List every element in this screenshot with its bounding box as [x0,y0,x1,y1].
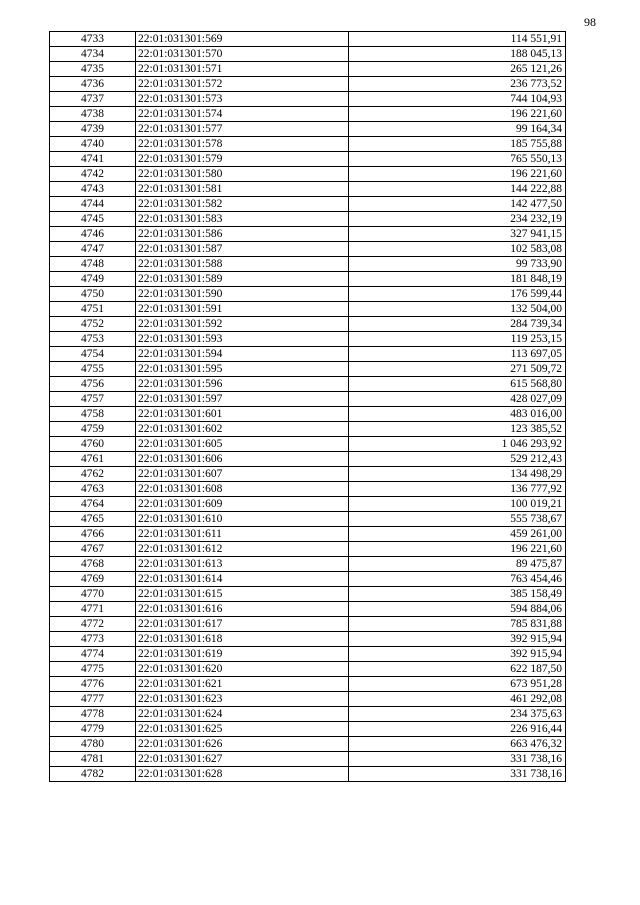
table-row [50,647,566,662]
table-row [50,257,566,272]
cadastral-number-cell: 22:01:031301:619 [136,647,349,662]
table-row [50,302,566,317]
value-cell: 123 385,52 [349,422,566,437]
value-cell: 236 773,52 [349,77,566,92]
cadastral-number-cell: 22:01:031301:608 [136,482,349,497]
value-cell: 461 292,08 [349,692,566,707]
value-cell: 428 027,09 [349,392,566,407]
cadastral-number-cell: 22:01:031301:570 [136,47,349,62]
cadastral-number-cell: 22:01:031301:611 [136,527,349,542]
table-row [50,542,566,557]
table-row [50,752,566,767]
table-row [50,557,566,572]
value-cell: 144 222,88 [349,182,566,197]
table-row [50,332,566,347]
value-cell: 385 158,49 [349,587,566,602]
row-number-cell: 4782 [50,767,136,782]
cadastral-number-cell: 22:01:031301:589 [136,272,349,287]
row-number-cell: 4750 [50,287,136,302]
row-number-cell: 4756 [50,377,136,392]
table-row [50,242,566,257]
row-number-cell: 4769 [50,572,136,587]
row-number-cell: 4741 [50,152,136,167]
cadastral-number-cell: 22:01:031301:601 [136,407,349,422]
value-cell: 483 016,00 [349,407,566,422]
value-cell: 185 755,88 [349,137,566,152]
value-cell: 196 221,60 [349,107,566,122]
value-cell: 99 733,90 [349,257,566,272]
value-cell: 234 232,19 [349,212,566,227]
row-number-cell: 4759 [50,422,136,437]
table-row [50,107,566,122]
value-cell: 89 475,87 [349,557,566,572]
cadastral-number-cell: 22:01:031301:616 [136,602,349,617]
value-cell: 594 884,06 [349,602,566,617]
cadastral-number-cell: 22:01:031301:578 [136,137,349,152]
table-row [50,512,566,527]
row-number-cell: 4765 [50,512,136,527]
cadastral-number-cell: 22:01:031301:588 [136,257,349,272]
value-cell: 663 476,32 [349,737,566,752]
row-number-cell: 4757 [50,392,136,407]
value-cell: 331 738,16 [349,767,566,782]
table-row [50,632,566,647]
table-row [50,392,566,407]
value-cell: 392 915,94 [349,632,566,647]
value-cell: 234 375,63 [349,707,566,722]
row-number-cell: 4751 [50,302,136,317]
cadastral-number-cell: 22:01:031301:580 [136,167,349,182]
table-row [50,362,566,377]
value-cell: 136 777,92 [349,482,566,497]
value-cell: 196 221,60 [349,167,566,182]
cadastral-number-cell: 22:01:031301:620 [136,662,349,677]
cadastral-number-cell: 22:01:031301:569 [136,32,349,47]
table-row [50,662,566,677]
cadastral-number-cell: 22:01:031301:625 [136,722,349,737]
cadastral-number-cell: 22:01:031301:596 [136,377,349,392]
row-number-cell: 4761 [50,452,136,467]
table-row [50,182,566,197]
table-row [50,572,566,587]
cadastral-number-cell: 22:01:031301:582 [136,197,349,212]
cadastral-number-cell: 22:01:031301:610 [136,512,349,527]
row-number-cell: 4737 [50,92,136,107]
value-cell: 114 551,91 [349,32,566,47]
row-number-cell: 4743 [50,182,136,197]
cadastral-number-cell: 22:01:031301:572 [136,77,349,92]
cadastral-number-cell: 22:01:031301:614 [136,572,349,587]
cadastral-number-cell: 22:01:031301:602 [136,422,349,437]
row-number-cell: 4734 [50,47,136,62]
table-row [50,152,566,167]
cadastral-number-cell: 22:01:031301:624 [136,707,349,722]
cadastral-number-cell: 22:01:031301:597 [136,392,349,407]
value-cell: 113 697,05 [349,347,566,362]
table-row [50,227,566,242]
row-number-cell: 4744 [50,197,136,212]
row-number-cell: 4758 [50,407,136,422]
table-row [50,317,566,332]
table-row [50,497,566,512]
cadastral-number-cell: 22:01:031301:612 [136,542,349,557]
value-cell: 785 831,88 [349,617,566,632]
value-cell: 331 738,16 [349,752,566,767]
row-number-cell: 4735 [50,62,136,77]
row-number-cell: 4760 [50,437,136,452]
row-number-cell: 4781 [50,752,136,767]
row-number-cell: 4779 [50,722,136,737]
row-number-cell: 4764 [50,497,136,512]
row-number-cell: 4766 [50,527,136,542]
cadastral-number-cell: 22:01:031301:583 [136,212,349,227]
table-row [50,602,566,617]
row-number-cell: 4778 [50,707,136,722]
cadastral-number-cell: 22:01:031301:623 [136,692,349,707]
cadastral-number-cell: 22:01:031301:581 [136,182,349,197]
cadastral-number-cell: 22:01:031301:574 [136,107,349,122]
row-number-cell: 4740 [50,137,136,152]
table-row [50,122,566,137]
cadastral-number-cell: 22:01:031301:571 [136,62,349,77]
table-row [50,272,566,287]
row-number-cell: 4776 [50,677,136,692]
cadastral-number-cell: 22:01:031301:605 [136,437,349,452]
row-number-cell: 4768 [50,557,136,572]
cadastral-number-cell: 22:01:031301:606 [136,452,349,467]
row-number-cell: 4775 [50,662,136,677]
table-row [50,77,566,92]
value-cell: 134 498,29 [349,467,566,482]
row-number-cell: 4745 [50,212,136,227]
cadastral-number-cell: 22:01:031301:593 [136,332,349,347]
row-number-cell: 4763 [50,482,136,497]
cadastral-number-cell: 22:01:031301:613 [136,557,349,572]
row-number-cell: 4736 [50,77,136,92]
table-row [50,482,566,497]
table-row [50,197,566,212]
table-row [50,527,566,542]
cadastral-number-cell: 22:01:031301:579 [136,152,349,167]
table-row [50,737,566,752]
row-number-cell: 4742 [50,167,136,182]
table-row [50,47,566,62]
table-row [50,692,566,707]
value-cell: 99 164,34 [349,122,566,137]
value-cell: 327 941,15 [349,227,566,242]
value-cell: 100 019,21 [349,497,566,512]
value-cell: 181 848,19 [349,272,566,287]
table-row [50,137,566,152]
table-row [50,62,566,77]
cadastral-number-cell: 22:01:031301:627 [136,752,349,767]
value-cell: 119 253,15 [349,332,566,347]
table-row [50,167,566,182]
table-row [50,617,566,632]
value-cell: 615 568,80 [349,377,566,392]
cadastral-number-cell: 22:01:031301:615 [136,587,349,602]
row-number-cell: 4748 [50,257,136,272]
cadastral-number-cell: 22:01:031301:586 [136,227,349,242]
value-cell: 763 454,46 [349,572,566,587]
cadastral-number-cell: 22:01:031301:573 [136,92,349,107]
value-cell: 132 504,00 [349,302,566,317]
row-number-cell: 4738 [50,107,136,122]
row-number-cell: 4746 [50,227,136,242]
value-cell: 142 477,50 [349,197,566,212]
row-number-cell: 4773 [50,632,136,647]
row-number-cell: 4774 [50,647,136,662]
cadastral-table [49,31,566,782]
cadastral-number-cell: 22:01:031301:626 [136,737,349,752]
cadastral-number-cell: 22:01:031301:577 [136,122,349,137]
value-cell: 226 916,44 [349,722,566,737]
table-body [50,32,566,782]
table-row [50,452,566,467]
value-cell: 176 599,44 [349,287,566,302]
cadastral-number-cell: 22:01:031301:590 [136,287,349,302]
cadastral-number-cell: 22:01:031301:628 [136,767,349,782]
value-cell: 765 550,13 [349,152,566,167]
table-row [50,587,566,602]
page-number: 98 [584,15,596,29]
row-number-cell: 4777 [50,692,136,707]
row-number-cell: 4754 [50,347,136,362]
cadastral-number-cell: 22:01:031301:587 [136,242,349,257]
value-cell: 1 046 293,92 [349,437,566,452]
row-number-cell: 4770 [50,587,136,602]
row-number-cell: 4753 [50,332,136,347]
value-cell: 265 121,26 [349,62,566,77]
table-row [50,287,566,302]
table-row [50,407,566,422]
row-number-cell: 4739 [50,122,136,137]
value-cell: 622 187,50 [349,662,566,677]
cadastral-number-cell: 22:01:031301:621 [136,677,349,692]
value-cell: 271 509,72 [349,362,566,377]
cadastral-number-cell: 22:01:031301:609 [136,497,349,512]
table-row [50,377,566,392]
cadastral-number-cell: 22:01:031301:618 [136,632,349,647]
row-number-cell: 4767 [50,542,136,557]
row-number-cell: 4772 [50,617,136,632]
value-cell: 392 915,94 [349,647,566,662]
row-number-cell: 4752 [50,317,136,332]
row-number-cell: 4762 [50,467,136,482]
cadastral-number-cell: 22:01:031301:594 [136,347,349,362]
value-cell: 555 738,67 [349,512,566,527]
row-number-cell: 4780 [50,737,136,752]
row-number-cell: 4747 [50,242,136,257]
table-row [50,767,566,782]
value-cell: 529 212,43 [349,452,566,467]
table-row [50,437,566,452]
table-row [50,212,566,227]
cadastral-number-cell: 22:01:031301:592 [136,317,349,332]
table-row [50,722,566,737]
cadastral-number-cell: 22:01:031301:595 [136,362,349,377]
table-row [50,467,566,482]
value-cell: 284 739,34 [349,317,566,332]
cadastral-number-cell: 22:01:031301:607 [136,467,349,482]
value-cell: 673 951,28 [349,677,566,692]
value-cell: 196 221,60 [349,542,566,557]
value-cell: 102 583,08 [349,242,566,257]
table-row [50,347,566,362]
row-number-cell: 4733 [50,32,136,47]
table-row [50,32,566,47]
cadastral-number-cell: 22:01:031301:617 [136,617,349,632]
table-row [50,422,566,437]
row-number-cell: 4749 [50,272,136,287]
value-cell: 188 045,13 [349,47,566,62]
value-cell: 459 261,00 [349,527,566,542]
cadastral-number-cell: 22:01:031301:591 [136,302,349,317]
row-number-cell: 4771 [50,602,136,617]
table-row [50,92,566,107]
row-number-cell: 4755 [50,362,136,377]
table-row [50,707,566,722]
value-cell: 744 104,93 [349,92,566,107]
table-row [50,677,566,692]
